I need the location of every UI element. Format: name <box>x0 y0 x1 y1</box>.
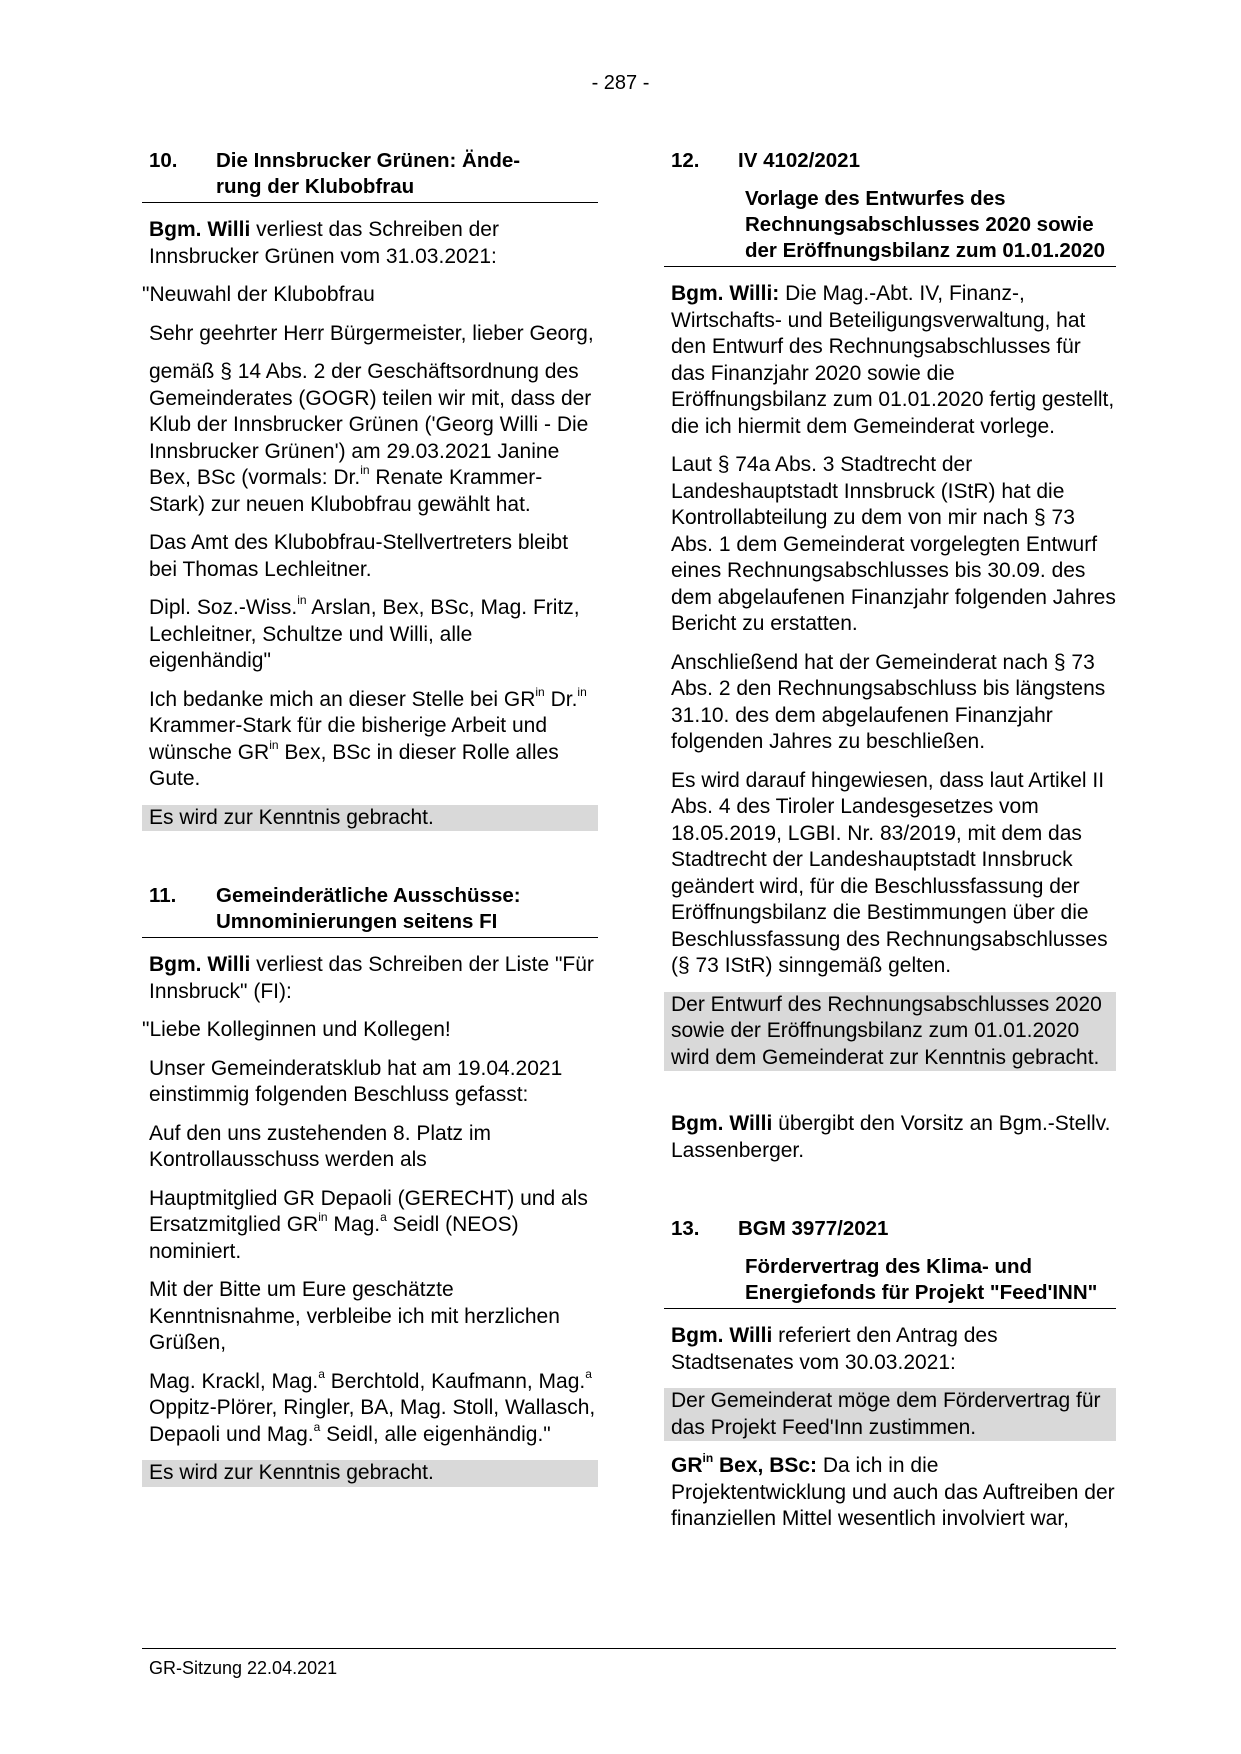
quote-paragraph: Unser Gemeinderatsklub hat am 19.04.2021 einstimmig folgenden Beschluss gefasst: <box>149 1056 563 1106</box>
agenda-number: 11. <box>149 884 177 907</box>
result-box: Der Entwurf des Rechnungsabschlusses 2020 sowie der Eröffnungsbilanz zum 01.01.2020 wird dem Gemeinderat zur Kenntnis gebracht. <box>664 992 1116 1072</box>
agenda-title: Gemeinderätliche Ausschüsse: Umnominierungen seitens FI <box>216 884 521 933</box>
quote-paragraph: Sehr geehrter Herr Bürgermeister, lieber Georg, <box>149 321 594 345</box>
quote-paragraph: Hauptmitglied GR Depaoli (GERECHT) und als Ersatzmitglied $GR^{in}$ Mag.$^a$ Seidl (NEOS) nominiert. <box>149 1186 588 1263</box>
agenda-number: 10. <box>149 149 178 172</box>
quote-paragraph: gemäß § 14 Abs. 2 der Geschäftsordnung des Gemeinderates (GOGR) teilen wir mit, dass der Klub der Innsbrucker Grünen ('Georg Willi - Die Innsbrucker Grünen') am 29.03.2021 Janine Bex, BSc (vormals: Dr.$^{in}$ Renate Krammer-Stark) zur neuen Klubobfrau gewählt hat. <box>149 360 592 516</box>
speaker-name: Bgm. Willi <box>671 1324 773 1347</box>
speaker-paragraph: Bgm. Willi: Die Mag.-Abt. IV, Finanz-, Wirtschafts- und Beteiligungsverwaltung, hat den Entwurf des Rechnungsabschlusses für das Finanzjahr 2020 sowie die Eröffnungsbilanz zum 01.01.2020 fertig gestellt, die ich hiermit dem Gemeinderat vorlege. <box>671 282 1115 438</box>
body-paragraph: Ich bedanke mich an dieser Stelle bei $GR^{in}$ Dr.$^{in}$ Krammer-Stark für die bisherige Arbeit und wünsche $GR^{in}$ Bex, BSc in dieser Rolle alles Gute. <box>149 684 587 790</box>
left-column <box>142 148 598 1487</box>
speaker-name: $GR^{in}$ Bex, BSc: <box>671 1451 818 1477</box>
quote-paragraph: Auf den uns zustehenden 8. Platz im Kontrollausschuss werden als <box>149 1121 492 1171</box>
agenda-heading-10 <box>142 148 598 203</box>
speaker-name: Bgm. Willi: <box>671 282 780 305</box>
footer-text: GR-Sitzung 22.04.2021 <box>149 1658 338 1678</box>
body-paragraph: Anschließend hat der Gemeinderat nach § 73 Abs. 2 den Rechnungsabschluss bis längstens 31.10. des dem abgelaufenen Finanzjahr folgenden Jahres zu beschließen. <box>671 650 1106 753</box>
agenda-heading-12 <box>664 148 1116 267</box>
speaker-paragraph: Bgm. Willi verliest das Schreiben der Innsbrucker Grünen vom 31.03.2021: <box>149 218 499 268</box>
motion-box: Der Gemeinderat möge dem Fördervertrag für das Projekt Feed'Inn zustimmen. <box>664 1388 1116 1441</box>
speaker-paragraph: Bgm. Willi referiert den Antrag des Stadtsenates vom 30.03.2021: <box>671 1324 998 1374</box>
footer-rule <box>142 1648 1116 1649</box>
body-paragraph: Laut § 74a Abs. 3 Stadtrecht der Landeshauptstadt Innsbruck (IStR) hat die Kontrollabteilung zu dem von mir nach § 73 Abs. 1 dem Gemeinderat vorgelegten Entwurf eines Rechnungsabschlusses bis 30.09. des dem abgelaufenen Finanzjahr folgenden Jahres Bericht zu erstatten. <box>671 453 1116 635</box>
speaker-name: Bgm. Willi <box>149 218 251 241</box>
speaker-paragraph: Bgm. Willi verliest das Schreiben der Liste "Für Innsbruck" (FI): <box>149 953 594 1003</box>
right-column <box>664 148 1116 1533</box>
agenda-code: IV 4102/2021 <box>738 149 860 172</box>
result-box: Es wird zur Kenntnis gebracht. <box>142 805 598 832</box>
agenda-number: 13. <box>671 1217 700 1240</box>
quote-paragraph: "Liebe Kolleginnen und Kollegen! <box>142 1018 451 1041</box>
speaker-paragraph: $GR^{in}$ Bex, BSc: Da ich in die Projektentwicklung und auch das Auftreiben der finanziellen Mittel wesentlich involviert war, <box>671 1451 1115 1530</box>
quote-paragraph: Dipl. Soz.-Wiss.$^{in}$ Arslan, Bex, BSc, Mag. Fritz, Lechleitner, Schultze und Willi, alle eigenhändig" <box>149 593 580 672</box>
quote-paragraph: Mag. Krackl, Mag.$^a$ Berchtold, Kaufmann, Mag.$^a$ Oppitz-Plörer, Ringler, BA, Mag. Stoll, Wallasch, Depaoli und Mag.$^a$ Seidl, alle eigenhändig." <box>149 1366 596 1446</box>
agenda-title: Fördervertrag des Klima- und Energiefonds für Projekt "Feed'INN" <box>745 1255 1098 1304</box>
agenda-title: Vorlage des Entwurfes des Rechnungsabschlusses 2020 sowie der Eröffnungsbilanz zum 01.01.2020 <box>745 187 1105 262</box>
quote-paragraph: Das Amt des Klubobfrau-Stellvertreters bleibt bei Thomas Lechleitner. <box>149 531 569 581</box>
speaker-name: Bgm. Willi <box>671 1112 773 1135</box>
agenda-number: 12. <box>671 149 700 172</box>
result-box: Es wird zur Kenntnis gebracht. <box>142 1460 598 1487</box>
speaker-name: Bgm. Willi <box>149 953 251 976</box>
quote-paragraph: Mit der Bitte um Eure geschätzte Kenntnisnahme, verbleibe ich mit herzlichen Grüßen, <box>149 1278 560 1354</box>
chair-handover: Bgm. Willi übergibt den Vorsitz an Bgm.-Stellv. Lassenberger. <box>671 1112 1111 1162</box>
agenda-heading-11 <box>142 883 598 938</box>
quote-paragraph: "Neuwahl der Klubobfrau <box>142 283 375 306</box>
page-number: - 287 - <box>591 72 650 94</box>
agenda-code: BGM 3977/2021 <box>738 1217 889 1240</box>
agenda-title: Die Innsbrucker Grünen: Ände- rung der Klubobfrau <box>216 149 521 198</box>
body-paragraph: Es wird darauf hingewiesen, dass laut Artikel II Abs. 4 des Tiroler Landesgesetzes vom 18.05.2019, LGBI. Nr. 83/2019, mit dem das Stadtrecht der Landeshauptstadt Innsbruck geändert wird, für die Beschlussfassung der Eröffnungsbilanz die Bestimmungen über die Beschlussfassung des Rechnungsabschlusses (§ 73 IStR) sinngemäß gelten. <box>671 768 1108 977</box>
agenda-heading-13 <box>664 1216 1116 1309</box>
